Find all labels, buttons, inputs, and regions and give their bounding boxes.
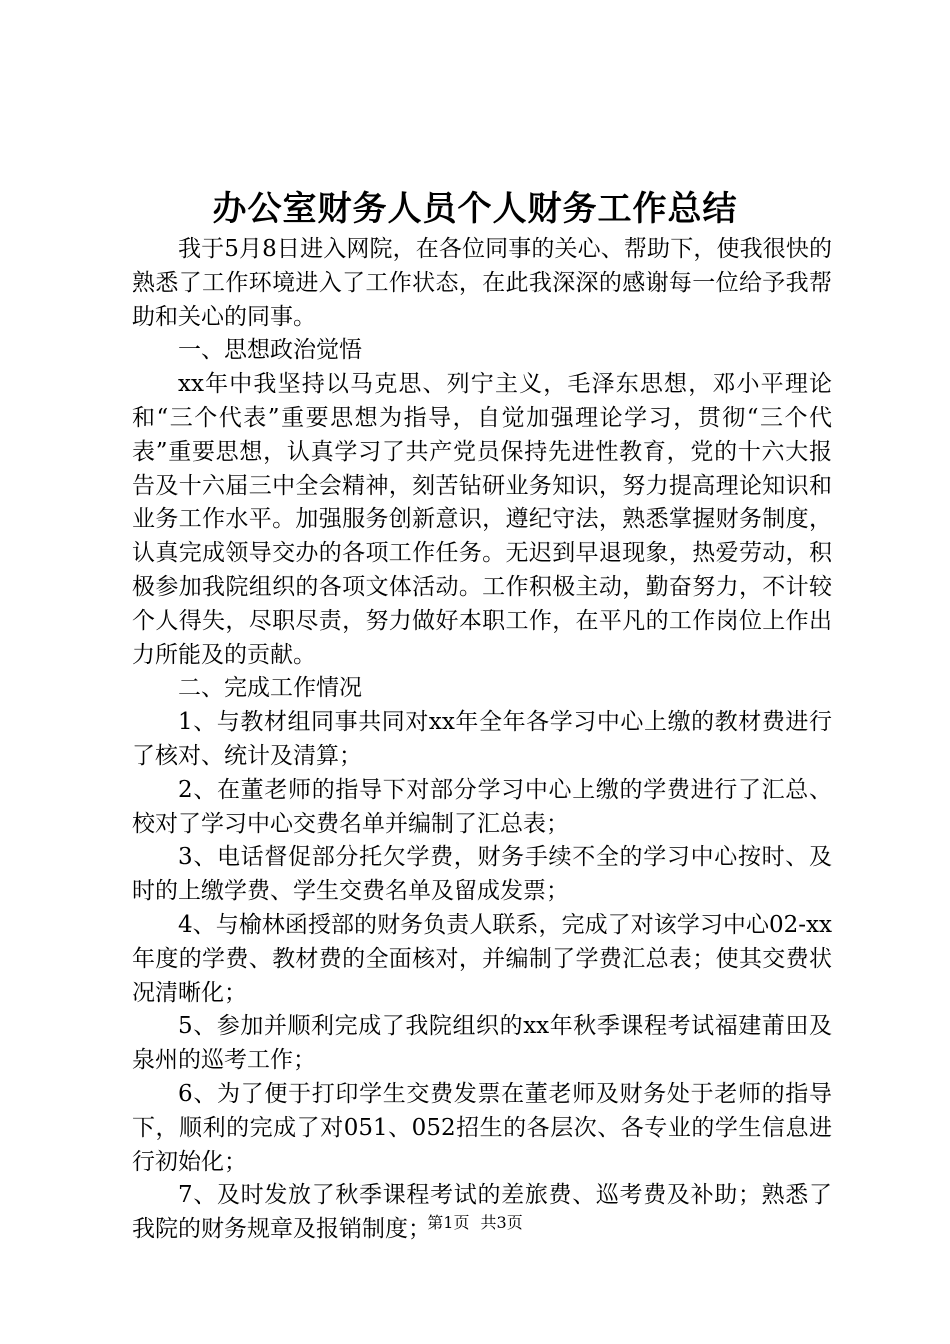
work-item-5: 5、参加并顺利完成了我院组织的xx年秋季课程考试福建莆田及泉州的巡考工作； [132,1013,832,1074]
work-item-4: 4、与榆林函授部的财务负责人联系，完成了对该学习中心02-xx年度的学费、教材费的全面核对，并编制了学费汇总表；使其交费状况清晰化； [132,911,832,1006]
work-item-1: 1、与教材组同事共同对xx年全年各学习中心上缴的教材费进行了核对、统计及清算； [132,709,832,769]
page-total: 共3页 [480,1213,523,1232]
work-item-6: 6、为了便于打印学生交费发票在董老师及财务处于老师的指导下，顺利的完成了对051、052招生的各层次、各专业的学生信息进行初始化； [132,1080,832,1175]
paragraph-political: xx年中我坚持以马克思、列宁主义，毛泽东思想，邓小平理论和“三个代表”重要思想为指导，自觉加强理论学习，贯彻“三个代表”重要思想，认真学习了共产党员保持先进性教育，党的十六大报告及十六届三中全会精神，刻苦钻研业务知识，努力提高理论知识和业务工作水平。加强服务创新意识，遵纪守法，熟悉掌握财务制度，认真完成领导交办的各项工作任务。无迟到早退现象，热爱劳动，积极参加我院组织的各项文体活动。工作积极主动，勤奋努力，不计较个人得失，尽职尽责，努力做好本职工作，在平凡的工作岗位上作出力所能及的贡献。 [132,371,832,668]
document-title: 办公室财务人员个人财务工作总结 [212,189,738,229]
work-item-7: 7、及时发放了秋季课程考试的差旅费、巡考费及补助；熟悉了我院的财务规章及报销制度； [132,1182,832,1243]
document-body [132,233,832,1247]
section-heading-political: 一、思想政治觉悟 [178,337,362,364]
page-footer [0,1212,950,1234]
work-item-2: 2、在董老师的指导下对部分学习中心上缴的学费进行了汇总、校对了学习中心交费名单并编制了汇总表； [132,776,832,837]
work-item-3: 3、电话督促部分托欠学费，财务手续不全的学习中心按时、及时的上缴学费、学生交费名单及留成发票； [132,844,832,905]
page-number: 第1页 [427,1213,470,1232]
paragraph-intro: 我于5月8日进入网院，在各位同事的关心、帮助下，使我很快的熟悉了工作环境进入了工作状态，在此我深深的感谢每一位给予我帮助和关心的同事。 [132,236,832,330]
section-heading-work: 二、完成工作情况 [178,675,362,702]
